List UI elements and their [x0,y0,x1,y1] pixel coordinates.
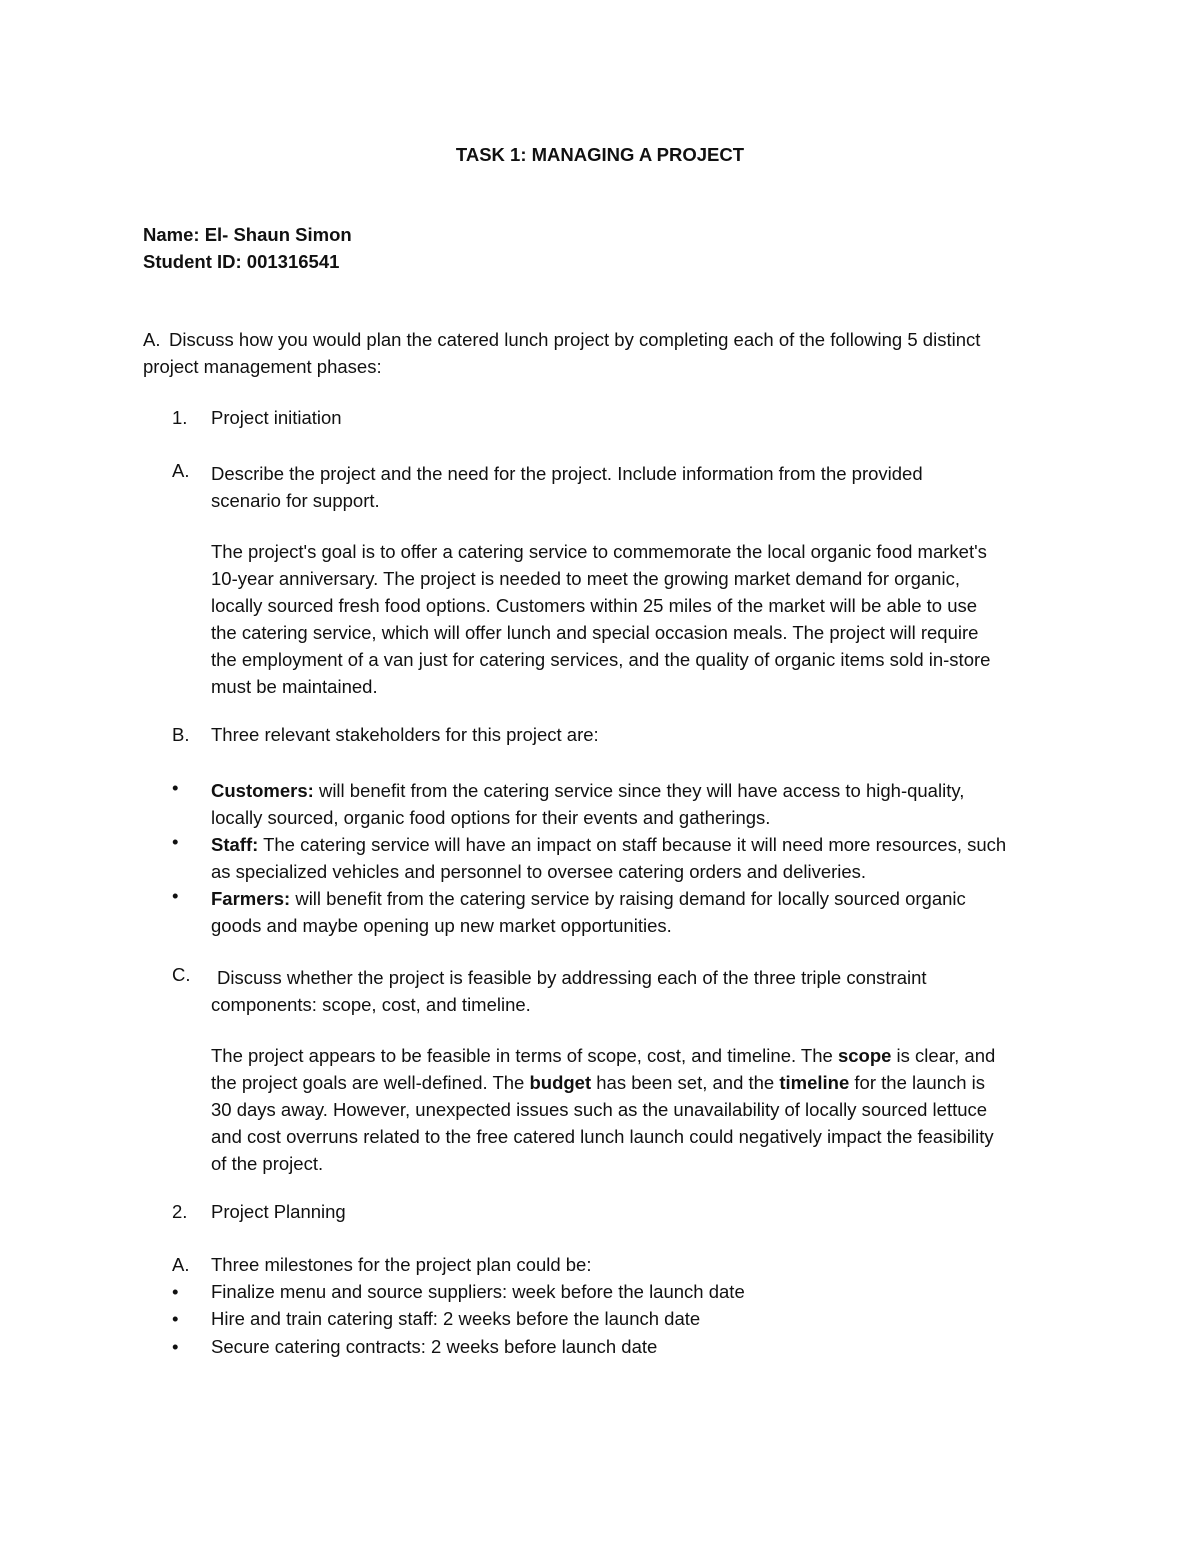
phase1-a-answer [211,538,1081,700]
phase1-b-prompt: Three relevant stakeholders for this project are: [211,724,599,745]
stakeholder-text: goods and maybe opening up new market opportunities. [211,915,672,936]
stakeholder-text: The catering service will have an impact on staff because it will need more resources, such [263,834,1007,855]
answer-line: and cost overruns related to the free catered lunch launch could negatively impact the feasibility [211,1126,994,1147]
bullet-icon: • [172,885,179,906]
bullet-icon: • [172,1336,179,1357]
intro-line-1: Discuss how you would plan the catered lunch project by completing each of the following 5 distinct [169,329,981,350]
stakeholder-text: will benefit from the catering service by raising demand for locally sourced organic [295,888,966,909]
phase1-c-prompt-line: Discuss whether the project is feasible by addressing each of the three triple constraint [217,967,927,988]
stakeholder-term: Staff: [211,834,259,855]
student-id: Student ID: 001316541 [143,251,340,272]
phase1-c-answer [211,1042,1081,1177]
milestone-item: Finalize menu and source suppliers: week before the launch date [211,1281,745,1302]
intro-label: A. [143,329,161,350]
phase1-a-prompt-line: scenario for support. [211,490,380,511]
answer-line: of the project. [211,1153,324,1174]
intro-line-2: project management phases: [143,356,382,377]
scope-term: scope [837,1045,892,1066]
stakeholder-item [211,831,1081,885]
bullet-icon: • [172,831,179,852]
phase1-title: Project initiation [211,407,342,428]
answer-text: for the launch is [849,1072,986,1093]
stakeholder-text: as specialized vehicles and personnel to oversee catering orders and deliveries. [211,861,867,882]
stakeholder-term: Farmers: [211,888,291,909]
answer-line: The project's goal is to offer a catering service to commemorate the local organic food market's [211,541,987,562]
timeline-term: timeline [779,1072,850,1093]
stakeholder-text: locally sourced, organic food options for their events and gatherings. [211,807,771,828]
answer-line: the employment of a van just for catering services, and the quality of organic items sold in-store [211,649,991,670]
document-title: TASK 1: MANAGING A PROJECT [455,144,745,165]
answer-line: 10-year anniversary. The project is needed to meet the growing market demand for organic, [211,568,960,589]
answer-line: 30 days away. However, unexpected issues such as the unavailability of locally sourced lettuce [211,1099,988,1120]
answer-text: is clear, and [891,1045,996,1066]
answer-text: The project appears to be feasible in terms of scope, cost, and timeline. The [211,1045,838,1066]
phase2-a-prompt: Three milestones for the project plan could be: [211,1254,592,1275]
bullet-icon: • [172,1308,179,1329]
phase2-number: 2. [172,1201,188,1222]
stakeholder-item [211,885,1081,939]
milestone-item: Hire and train catering staff: 2 weeks before the launch date [211,1308,701,1329]
milestone-item: Secure catering contracts: 2 weeks before launch date [211,1336,658,1357]
answer-line: locally sourced fresh food options. Customers within 25 miles of the market will be able to use [211,595,978,616]
phase1-a-prompt [211,460,1081,514]
phase1-c-prompt-line: components: scope, cost, and timeline. [211,994,531,1015]
phase1-a-label: A. [172,460,190,481]
answer-line: the catering service, which will offer lunch and special occasion meals. The project will require [211,622,979,643]
phase1-c-prompt [211,964,1081,1018]
phase1-b-label: B. [172,724,190,745]
stakeholder-term: Customers: [211,780,314,801]
bullet-icon: • [172,777,179,798]
phase1-c-label: C. [172,964,191,985]
phase1-a-prompt-line: Describe the project and the need for the project. Include information from the provided [211,463,923,484]
answer-line: must be maintained. [211,676,378,697]
bullet-icon: • [172,1281,179,1302]
answer-text: has been set, and the [591,1072,780,1093]
phase2-a-label: A. [172,1254,190,1275]
answer-text: the project goals are well-defined. The [211,1072,530,1093]
phase1-number: 1. [172,407,188,428]
phase2-title: Project Planning [211,1201,346,1222]
student-name: Name: El- Shaun Simon [143,224,352,245]
stakeholder-item [211,777,1081,831]
stakeholder-text: will benefit from the catering service since they will have access to high-quality, [318,780,965,801]
budget-term: budget [529,1072,592,1093]
